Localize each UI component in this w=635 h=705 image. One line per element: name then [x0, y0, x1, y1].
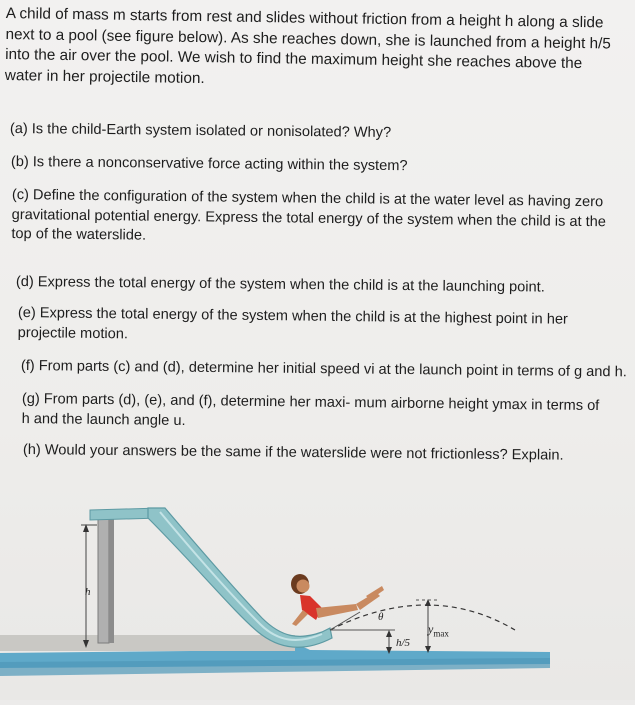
- launch-height-arrow: [386, 630, 392, 654]
- waterslide-diagram: [0, 500, 635, 700]
- waterslide-figure: [0, 500, 635, 700]
- child-figure: [291, 574, 384, 626]
- question-f: (f) From parts (c) and (d), determine her initial speed vi at the launch point in terms of g and h.: [20, 357, 627, 381]
- problem-intro: A child of mass m starts from rest and slides without friction from a height h along a slide next to a pool (see figure below). As she reaches down, she is launched from a height h/5 into the air over the pool. We wish to find the maximum height she reaches above the water in her projectile motion.: [4, 4, 612, 87]
- label-theta: θ: [378, 611, 384, 623]
- label-h-over-5: h/5: [396, 637, 411, 649]
- question-b: (b) Is there a nonconservative force acting within the system?: [10, 153, 408, 175]
- question-h: (h) Would your answers be the same if the waterslide were not frictionless? Explain.: [22, 441, 564, 464]
- label-h: h: [85, 586, 91, 598]
- question-e: (e) Express the total energy of the system when the child is at the highest point in her projectile motion.: [17, 304, 568, 342]
- launch-direction: [330, 612, 360, 630]
- question-g: (g) From parts (d), (e), and (f), determine her maxi- mum airborne height ymax in terms of h and the launch angle u.: [21, 390, 600, 429]
- projectile-trajectory: [330, 605, 515, 630]
- pool-deck: [0, 635, 295, 651]
- label-ymax-sub: max: [433, 628, 449, 639]
- label-ymax: $y_{max}$: [428, 622, 449, 639]
- ladder: [98, 515, 114, 643]
- question-c: (c) Define the configuration of the system when the child is at the water level as having zero gravitational potential energy. Express the total energy of the system when the child is at the top of the waterslide.: [11, 186, 607, 244]
- question-d: (d) Express the total energy of the system when the child is at the launching point.: [15, 273, 545, 296]
- question-a: (a) Is the child-Earth system isolated or nonisolated? Why?: [9, 120, 392, 141]
